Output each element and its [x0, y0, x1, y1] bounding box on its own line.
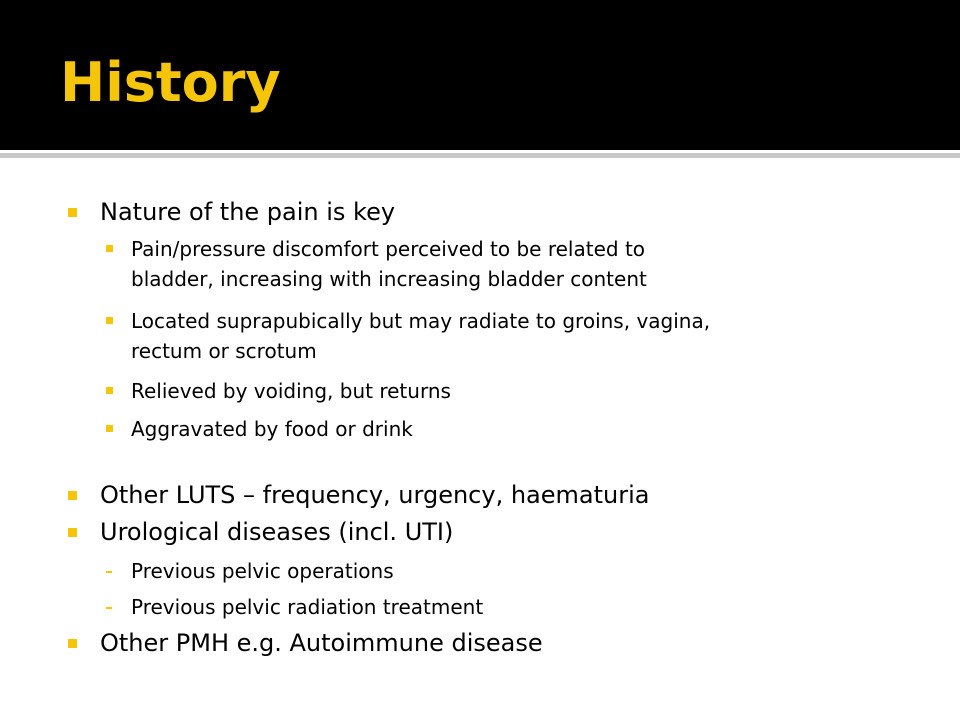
- sub-bullet-text: Previous pelvic radiation treatment: [131, 595, 484, 619]
- slide-title: History: [60, 51, 281, 114]
- sub-bullet-text: Pain/pressure discomfort perceived to be related to: [131, 237, 646, 261]
- sub-bullet-text: Previous pelvic operations: [131, 559, 394, 583]
- bullet-text: Other LUTS – frequency, urgency, haematuria: [100, 481, 650, 509]
- square-bullet-icon: [68, 639, 77, 648]
- square-bullet-icon: [68, 491, 77, 500]
- square-bullet-icon: [106, 317, 113, 324]
- dash-bullet-icon: [106, 607, 112, 609]
- sub-bullet-text: bladder, increasing with increasing bladder content: [131, 267, 647, 291]
- sub-bullet-text: Relieved by voiding, but returns: [131, 379, 451, 403]
- sub-bullet-text: Located suprapubically but may radiate to groins, vagina,: [131, 309, 711, 333]
- bullet-text: Urological diseases (incl. UTI): [100, 518, 454, 546]
- bullet-text: Nature of the pain is key: [100, 198, 396, 226]
- square-bullet-icon: [106, 387, 113, 394]
- square-bullet-icon: [106, 425, 113, 432]
- bullet-text: Other PMH e.g. Autoimmune disease: [100, 629, 543, 657]
- sub-bullet-text: Aggravated by food or drink: [131, 417, 413, 441]
- square-bullet-icon: [68, 528, 77, 537]
- sub-bullet-text: rectum or scrotum: [131, 339, 317, 363]
- dash-bullet-icon: [106, 571, 112, 573]
- square-bullet-icon: [106, 245, 113, 252]
- square-bullet-icon: [68, 208, 77, 217]
